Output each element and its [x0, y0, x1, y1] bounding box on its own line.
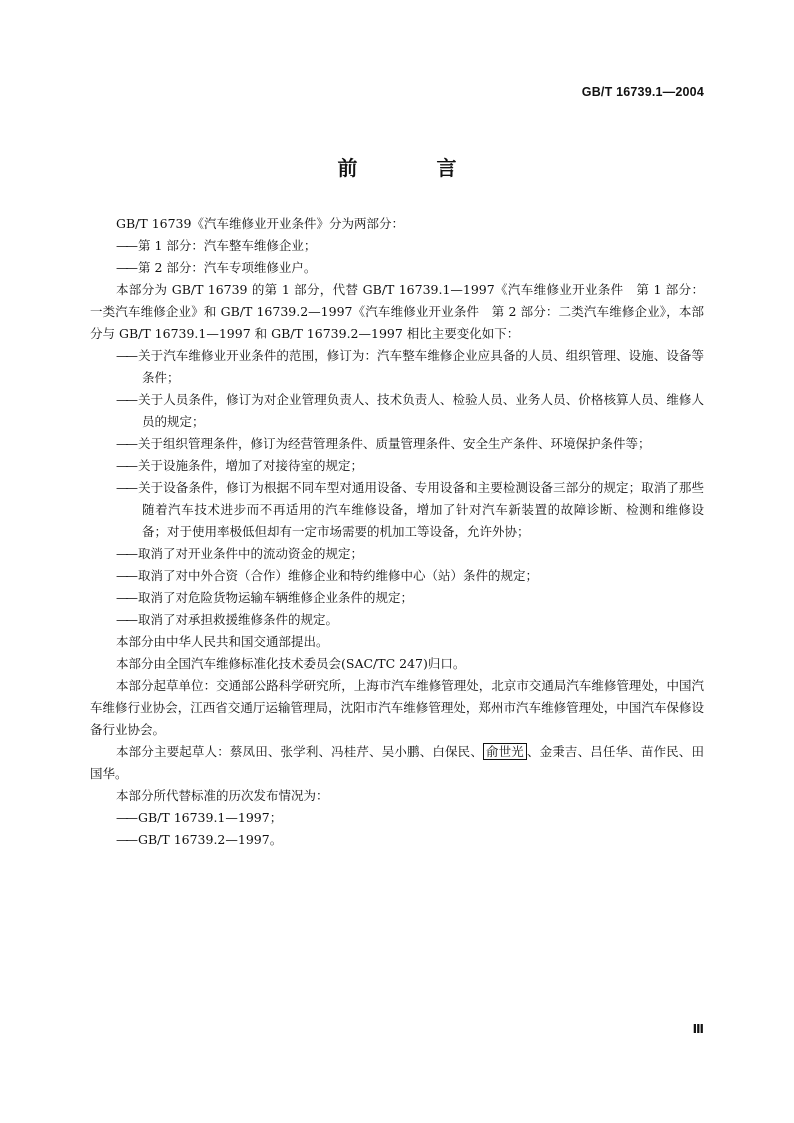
change-item: —— 取消了对承担救援维修条件的规定。 — [90, 609, 704, 631]
drafters-rest: 、金秉吉、吕任华、苗作民、田国华。 — [90, 744, 704, 781]
drafters-paragraph — [90, 741, 704, 785]
change-item: —— 关于设备条件，修订为根据不同车型对通用设备、专用设备和主要检测设备三部分的规定；取消了那些随着汽车技术进步而不再适用的汽车维修设备，增加了针对汽车新装置的故障诊断、检测和维修设备；对于使用率极低但却有一定市场需要的机加工等设备，允许外协； — [90, 477, 704, 543]
drafting-units: 本部分起草单位：交通部公路科学研究所，上海市汽车维修管理处，北京市交通局汽车维修管理处，中国汽车维修行业协会，江西省交通厅运输管理局，沈阳市汽车维修管理处，郑州市汽车维修管理处，中国汽车保修设备行业协会。 — [90, 678, 704, 737]
drafter-boxed-name: 俞世光 — [483, 743, 527, 760]
part-item: —— 第 2 部分：汽车专项维修业户。 — [90, 257, 704, 279]
change-item: —— 关于汽车维修业开业条件的范围，修订为：汽车整车维修企业应具备的人员、组织管理、设施、设备等条件； — [90, 345, 704, 389]
replace-statement: 本部分为 GB/T 16739 的第 1 部分，代替 GB/T 16739.1—1997《汽车维修业开业条件 第 1 部分：一类汽车维修企业》和 GB/T 16739.2—1997《汽车维修业开业条件 第 2 部分：二类汽车维修企业》，本部分与 GB/T 16739.1—1997 和 GB/T 16739.2—1997 相比主要变化如下： — [90, 282, 704, 341]
proposed-by: 本部分由中华人民共和国交通部提出。 — [116, 634, 329, 649]
page-number: Ⅲ — [692, 1022, 704, 1036]
change-item: —— 关于设施条件，增加了对接待室的规定； — [90, 455, 704, 477]
document-body — [90, 213, 704, 851]
history-item: —— GB/T 16739.1—1997； — [90, 807, 704, 829]
managed-by: 本部分由全国汽车维修标准化技术委员会(SAC/TC 247)归口。 — [116, 656, 466, 671]
standard-number: GB/T 16739.1—2004 — [581, 85, 704, 99]
change-item: —— 关于人员条件，修订为对企业管理负责人、技术负责人、检验人员、业务人员、价格核算人员、维修人员的规定； — [90, 389, 704, 433]
change-item: —— 取消了对开业条件中的流动资金的规定； — [90, 543, 704, 565]
change-item: —— 取消了对中外合资（合作）维修企业和特约维修中心（站）条件的规定； — [90, 565, 704, 587]
history-item: —— GB/T 16739.2—1997。 — [90, 829, 704, 851]
page-title-text: 前 言 — [337, 156, 493, 180]
change-item: —— 关于组织管理条件，修订为经营管理条件、质量管理条件、安全生产条件、环境保护条件等； — [90, 433, 704, 455]
history-intro: 本部分所代替标准的历次发布情况为： — [116, 788, 329, 803]
intro-paragraph: GB/T 16739《汽车维修业开业条件》分为两部分： — [116, 216, 404, 231]
drafters-lead: 本部分主要起草人：蔡凤田、张学利、冯桂芹、吴小鹏、白保民、 — [116, 744, 483, 759]
part-item: —— 第 1 部分：汽车整车维修企业； — [90, 235, 704, 257]
change-item: —— 取消了对危险货物运输车辆维修企业条件的规定； — [90, 587, 704, 609]
page-title — [0, 152, 794, 181]
